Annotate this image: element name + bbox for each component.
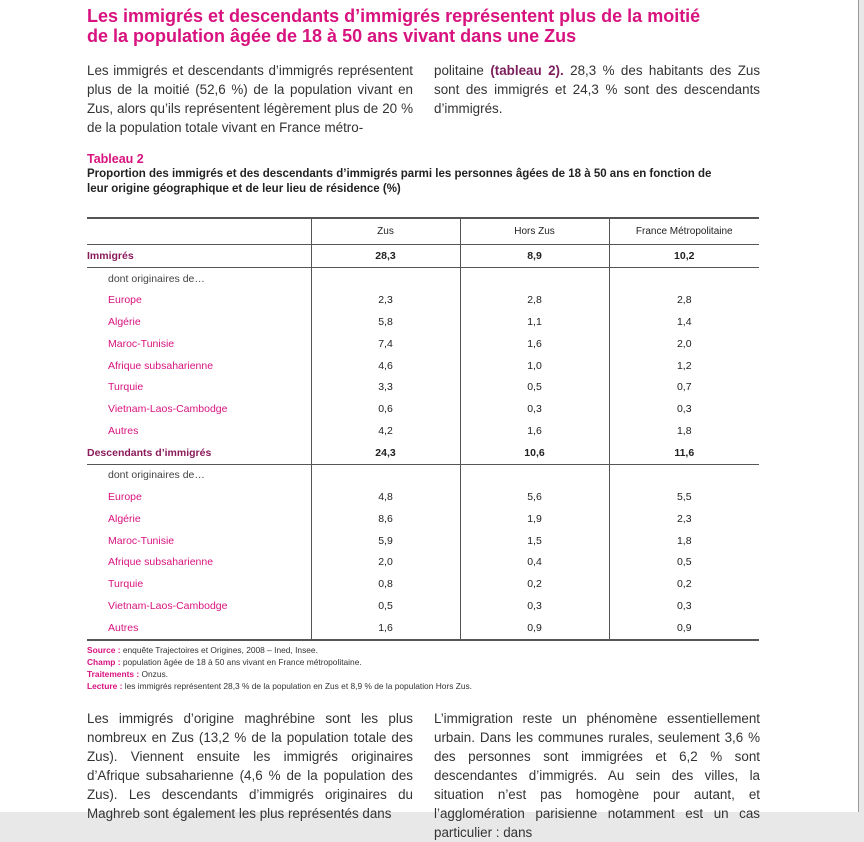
cell-value: 0,8 xyxy=(311,573,460,595)
row-label: Turquie xyxy=(108,381,144,394)
cell-value: 1,8 xyxy=(609,530,759,552)
body-paragraph-right: L’immigration reste un phénomène essentiellement urbain. Dans les communes rurales, seulement 3,6 % des personnes sont immigrées et 6,2 % sont descendantes d’immigrés. Au sein des villes, la situation n’est pas homogène pour autant, et l’agglomération parisienne notamment est un cas particulier : dans xyxy=(434,711,760,840)
table-group-row xyxy=(87,442,759,464)
row-label: dont originaires de… xyxy=(108,469,205,482)
cell-value: 1,5 xyxy=(460,530,609,552)
table-title: Proportion des immigrés et des descendants d’immigrés parmi les personnes âgées de 18 à 50 ans en fonction de leur origine géographique et de leur lieu de résidence (%) xyxy=(87,168,712,195)
cell-value: 1,0 xyxy=(460,355,609,377)
note-traitements: Traitements : Onzus. xyxy=(87,669,168,679)
cell-value: 0,2 xyxy=(460,573,609,595)
cell-value: 1,6 xyxy=(460,420,609,442)
table-body xyxy=(87,245,759,640)
table-row xyxy=(87,333,759,355)
cell-value: 0,5 xyxy=(311,595,460,617)
cell-value xyxy=(311,267,460,289)
table-header-row xyxy=(87,218,759,245)
cell-value: 0,2 xyxy=(609,573,759,595)
column-header: Hors Zus xyxy=(460,218,609,245)
table-row xyxy=(87,552,759,574)
row-label: Descendants d’immigrés xyxy=(87,442,311,464)
row-label: Vietnam-Laos-Cambodge xyxy=(108,599,228,612)
column-header: France Métropolitaine xyxy=(609,218,759,245)
table-notes xyxy=(87,644,767,692)
cell-value: 2,3 xyxy=(311,290,460,312)
cell-value xyxy=(460,464,609,486)
table-row xyxy=(87,464,759,486)
cell-value: 0,3 xyxy=(609,398,759,420)
table-row xyxy=(87,377,759,399)
title-line-2: de la population âgée de 18 à 50 ans vivant dans une Zus xyxy=(87,26,577,46)
cell-value: 1,2 xyxy=(609,355,759,377)
cell-value: 4,6 xyxy=(311,355,460,377)
cell-value: 0,5 xyxy=(460,377,609,399)
cell-value: 2,0 xyxy=(311,552,460,574)
row-label: Maroc-Tunisie xyxy=(108,337,175,350)
row-label: Afrique subsaharienne xyxy=(108,556,214,569)
table-group-row xyxy=(87,245,759,268)
cell-value: 2,3 xyxy=(609,508,759,530)
intro-paragraph-right xyxy=(434,61,760,118)
cell-value: 0,9 xyxy=(460,617,609,640)
note-champ: Champ : population âgée de 18 à 50 ans vivant en France métropolitaine. xyxy=(87,657,362,667)
cell-value: 7,4 xyxy=(311,333,460,355)
cell-value: 0,5 xyxy=(609,552,759,574)
column-header: Zus xyxy=(311,218,460,245)
row-label: Turquie xyxy=(108,578,144,591)
row-label: Immigrés xyxy=(87,245,311,268)
cell-value: 5,5 xyxy=(609,486,759,508)
row-label: Europe xyxy=(108,491,142,504)
cell-value: 2,0 xyxy=(609,333,759,355)
cell-value: 1,4 xyxy=(609,311,759,333)
body-paragraph-left: Les immigrés d’origine maghrébine sont les plus nombreux en Zus (13,2 % de la population totale des Zus). Viennent ensuite les immigrés originaires d’Afrique subsaharienne (4,6 % de la population des Zus). Les descendants d’immigrés originaires du Maghreb sont également les plus représentés dans xyxy=(87,711,413,821)
cell-value: 0,3 xyxy=(460,398,609,420)
cell-value: 4,2 xyxy=(311,420,460,442)
table-caption xyxy=(87,152,767,197)
table-reference: (tableau 2). xyxy=(490,63,564,78)
table-row xyxy=(87,530,759,552)
cell-value: 0,3 xyxy=(609,595,759,617)
cell-value: 24,3 xyxy=(311,442,460,464)
cell-value: 28,3 xyxy=(311,245,460,268)
cell-value: 1,1 xyxy=(460,311,609,333)
data-table xyxy=(87,217,759,641)
cell-value xyxy=(609,464,759,486)
row-label: Vietnam-Laos-Cambodge xyxy=(108,403,228,416)
table-row xyxy=(87,398,759,420)
table-label: Tableau 2 xyxy=(87,152,144,166)
intro-right-end: 28,3 % des habitants des Zus sont des immigrés et 24,3 % sont des descendants d’immigrés. xyxy=(434,63,761,116)
row-label: Autres xyxy=(87,617,311,640)
table-row xyxy=(87,420,759,442)
section-title xyxy=(87,6,787,46)
header-blank xyxy=(87,218,311,245)
table-row xyxy=(87,617,759,640)
cell-value: 0,7 xyxy=(609,377,759,399)
row-label: Europe xyxy=(108,294,142,307)
row-label: Autres xyxy=(108,424,139,437)
cell-value: 4,8 xyxy=(311,486,460,508)
table-row xyxy=(87,573,759,595)
cell-value: 2,8 xyxy=(460,290,609,312)
cell-value xyxy=(460,267,609,289)
cell-value: 0,9 xyxy=(609,617,759,640)
row-label: Afrique subsaharienne xyxy=(108,359,214,372)
note-lecture: Lecture : les immigrés représentent 28,3 % de la population en Zus et 8,9 % de la population Hors Zus. xyxy=(87,681,472,691)
cell-value: 8,9 xyxy=(460,245,609,268)
table-row xyxy=(87,290,759,312)
cell-value: 0,6 xyxy=(311,398,460,420)
intro-right-start: politaine xyxy=(434,63,491,78)
table-row xyxy=(87,486,759,508)
table-row xyxy=(87,267,759,289)
cell-value: 11,6 xyxy=(609,442,759,464)
cell-value: 5,9 xyxy=(311,530,460,552)
cell-value xyxy=(311,464,460,486)
cell-value: 10,2 xyxy=(609,245,759,268)
table-row xyxy=(87,311,759,333)
row-label: dont originaires de… xyxy=(108,272,205,285)
cell-value: 1,6 xyxy=(460,333,609,355)
cell-value: 1,6 xyxy=(311,617,460,640)
cell-value: 10,6 xyxy=(460,442,609,464)
cell-value: 3,3 xyxy=(311,377,460,399)
table-row xyxy=(87,355,759,377)
row-label: Maroc-Tunisie xyxy=(108,534,175,547)
cell-value: 0,3 xyxy=(460,595,609,617)
table-row xyxy=(87,595,759,617)
table-row xyxy=(87,508,759,530)
cell-value: 5,8 xyxy=(311,311,460,333)
cell-value: 1,8 xyxy=(609,420,759,442)
row-label: Algérie xyxy=(108,316,141,329)
cell-value: 0,4 xyxy=(460,552,609,574)
title-line-1: Les immigrés et descendants d’immigrés représentent plus de la moitié xyxy=(87,6,701,26)
row-label: Algérie xyxy=(108,512,141,525)
cell-value: 8,6 xyxy=(311,508,460,530)
cell-value: 5,6 xyxy=(460,486,609,508)
cell-value xyxy=(609,267,759,289)
cell-value: 2,8 xyxy=(609,290,759,312)
intro-paragraph-left: Les immigrés et descendants d’immigrés représentent plus de la moitié (52,6 %) de la population vivant en Zus, alors qu’ils représentent légèrement plus de 20 % de la population totale vivant en France métro- xyxy=(87,63,413,135)
note-source: Source : enquête Trajectoires et Origines, 2008 – Ined, Insee. xyxy=(87,645,318,655)
cell-value: 1,9 xyxy=(460,508,609,530)
